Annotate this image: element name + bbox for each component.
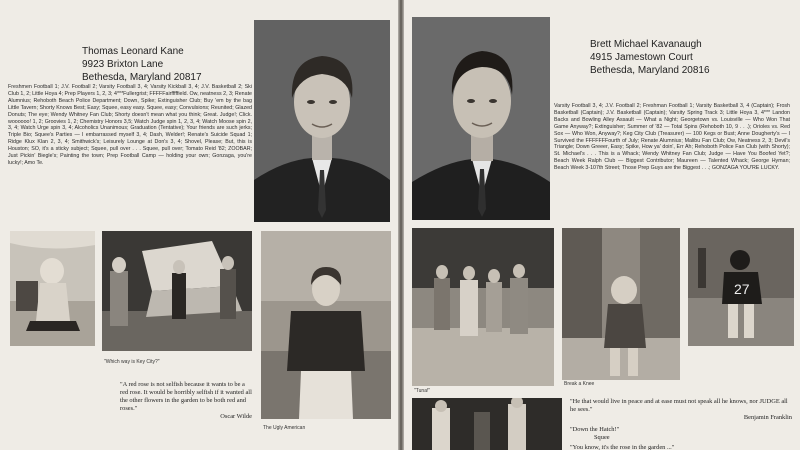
right-quote-author: Benjamin Franklin bbox=[743, 414, 792, 421]
right-photo-child-knee bbox=[562, 228, 680, 380]
left-student-street: 9923 Brixton Lane bbox=[82, 59, 164, 70]
right-photo-caption-tuna: "Tuna!" bbox=[414, 388, 431, 394]
left-photo-group-car bbox=[102, 231, 252, 351]
right-senior-portrait bbox=[412, 17, 550, 220]
right-photo-caption-break-a-knee: Break a Knee bbox=[564, 381, 595, 387]
right-quote-extra-author: Squee bbox=[594, 434, 610, 441]
right-student-name: Brett Michael Kavanaugh bbox=[590, 39, 702, 50]
left-yearbook-page bbox=[0, 0, 398, 450]
left-student-address-block bbox=[82, 45, 252, 84]
right-photo-football-player bbox=[688, 228, 794, 346]
left-quote-author: Oscar Wilde bbox=[220, 413, 252, 420]
right-quote-last-line: "You know, it's the rose in the garden ..." bbox=[570, 444, 675, 450]
right-yearbook-page bbox=[404, 0, 800, 450]
right-quote-extra-text: "Down the Hatch!" bbox=[570, 426, 620, 433]
left-student-city: Bethesda, Maryland 20817 bbox=[82, 72, 202, 83]
right-student-street: 4915 Jamestown Court bbox=[590, 52, 693, 63]
left-student-name: Thomas Leonard Kane bbox=[82, 46, 184, 57]
right-quote-text: "He that would live in peace and at ease must not speak all he knows, nor JUDGE all he sees." bbox=[570, 398, 788, 413]
right-photo-basketball bbox=[412, 398, 562, 450]
left-quote-text: "A red rose is not selfish because it wants to be a red rose. It would be horribly selfish if it wanted all the other flowers in the garden to be both red and roses." bbox=[120, 381, 252, 412]
left-photo-caption-key-city: "Which way is Key City?" bbox=[104, 359, 160, 365]
right-activities-bio: Varsity Football 3, 4; J.V. Football 2; Freshman Football 1; Varsity Basketball 3, 4 (Captain); Frosh Basketball (Captain); J.V. Basketball (Captain); Varsity Spring Track 3; Little Hoya 3, 4*** Landon Backs and Bowling Alley Assault — What a Night; Georgetown vs. Louisville — Who Won That Game Anyway?; Extinguisher; Summer of '82 — Total Spins (Rehoboth 10, 9 . . .); Orioles vs. Red Sox — Who Won, Anyway?; Keg City Club (Treasurer) — 100 Kegs or Bust; Anne Dougherty's — I Survived the FFFFFFFourth of July; Renate Alumnius; Malibu Fan Club; Ow, Neatness 2, 3; Devil's Triangle; Down Greeer, Easy; Spike, How ya' doin', Err Ah; Rehoboth Police Fan Club (with Shorty); St. Michael's . . . This is a Whack; Wendy Whitney Fan Club; Judge — Have You Boofed Yet?; Beach Week Ralph Club — Biggest Contributor; Maureen — Talented Whack; George Hyman; Beach Week 3-107th Street; Those Prep Guys are the Biggest . . .; GONZAGA YOU'RE LUCKY. bbox=[554, 103, 790, 172]
left-photo-child-beach bbox=[10, 231, 95, 346]
svg-text:27: 27 bbox=[734, 281, 750, 297]
left-senior-portrait bbox=[254, 20, 390, 222]
right-photo-group-beach bbox=[412, 228, 554, 386]
left-photo-caption-ugly-american: The Ugly American bbox=[263, 425, 306, 431]
left-photo-casual-portrait bbox=[261, 231, 391, 419]
left-activities-bio: Freshmen Football 1; J.V. Football 2; Varsity Football 3, 4; Varsity Kickball 3, 4; J.V. Basketball 2; Ski Club 1, 2; Little Hoya 4; Prep Players 1, 2, 3; 4***Fullergrist; FFFFFairfffffield. Ow, neatness 2, 3; Renate Alumnius; Rehoboth Beach Police Department; Down, Spike; Extinguisher Club; Buy 'em by the bag Little Tavern; Shorty Knows Best; Easy; Squee, easy easy. Squee, easy; Convulsions; Reunited; Glazed Donuts; The eye; Wendy Whitney Fan Club; Shorty doesn't mean what you think; Great. Judge!; Click. woooooo! 1, 2; Groovies 1, 2; Chemistry Honors 3,5; Watch Judge spin 1, 2, 3, 4; Watch Moose spin 2, 3, 4; Watch Urge spin 3, 4; Alcoholics Unanimous; Graduation (Tentative); Your friends are such jerks; Triple Bio; Squee's Parties — I embarrassed myself 3, 4; Dash, Welder!; Renate's Suicide Squad 1; Ridge Klux Klan 2, 3, 4; Smithwick's; Leisurely Lounge at Don's 3, 4; Shovel, Please; But, this is Houston; SO, it's a sticky subject; Squee, pull over . . . Squee, pull over; Tomato Reid '82; ZOOBAR; Just Pickin' Biegle's; Painting the town; Prep Football Camp — holding your own; Gonzaga, you're lucky!; Amo Te. bbox=[8, 84, 252, 166]
left-senior-quote bbox=[120, 381, 252, 421]
right-student-address-block bbox=[590, 38, 790, 77]
right-student-city: Bethesda, Maryland 20816 bbox=[590, 65, 710, 76]
right-senior-quote bbox=[570, 398, 792, 450]
